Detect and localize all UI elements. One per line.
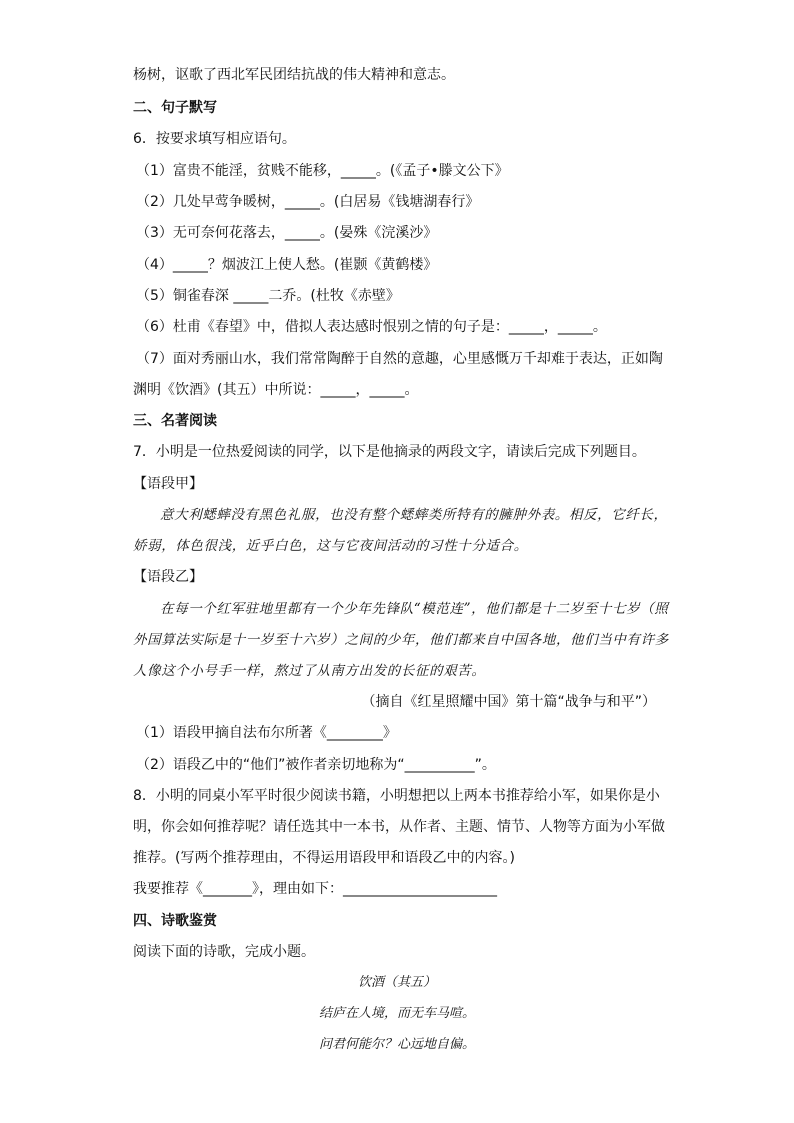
passage-b-line-1: 在每一个红军驻地里都有一个少年先锋队“模范连”，他们都是十二岁至十七岁（照 <box>160 601 669 617</box>
question-6-stem: 6．按要求填写相应语句。 <box>133 131 296 147</box>
passage-a-line-1: 意大利蟋蟀没有黑色礼服，也没有整个蟋蟀类所特有的臃肿外表。相反，它纤长， <box>160 507 668 523</box>
question-8-answer-line: 我要推荐《_______》，理由如下：______________________ <box>133 881 497 897</box>
passage-a-label: 【语段甲】 <box>133 476 203 492</box>
poem-title: 饮酒（其五） <box>357 975 436 990</box>
question-7-item-2: （2）语段乙中的“他们”被作者亲切地称为“__________”。 <box>136 757 496 773</box>
question-6-item-6: （6）杜甫《春望》中，借拟人表达感时恨别之情的句子是：_____，_____。 <box>136 319 607 335</box>
question-6-item-1: （1）富贵不能淫，贫贱不能移，_____。(《孟子•滕文公下》 <box>136 163 509 179</box>
question-6-item-7-line-1: （7）面对秀丽山水，我们常常陶醉于自然的意趣，心里感慨万千却难于表达，正如陶 <box>136 351 663 367</box>
question-8-line-1: 8．小明的同桌小军平时很少阅读书籍，小明想把以上两本书推荐给小军，如果你是小 <box>133 788 660 804</box>
passage-b-line-3: 人像这个小号手一样，熬过了从南方出发的长征的艰苦。 <box>133 663 486 679</box>
section-heading-sentence-dictation: 二、句子默写 <box>133 100 217 116</box>
poem-line-2: 问君何能尔？心远地自偏。 <box>318 1037 475 1052</box>
question-8-line-3: 推荐。(写两个推荐理由，不得运用语段甲和语段乙中的内容。) <box>133 850 515 866</box>
question-6-item-7-line-2: 渊明《饮酒》(其五）中所说：_____，_____。 <box>133 382 419 398</box>
intro-continuation: 杨树，讴歌了西北军民团结抗战的伟大精神和意志。 <box>133 67 455 83</box>
question-8-line-2: 明，你会如何推荐呢？请任选其中一本书，从作者、主题、情节、人物等方面为小军做 <box>133 819 665 835</box>
passage-b-line-2: 外国算法实际是十一岁至十六岁）之间的少年，他们都来自中国各地，他们当中有许多 <box>133 632 669 648</box>
question-7-stem: 7．小明是一位热爱阅读的同学，以下是他摘录的两段文字，请读后完成下列题目。 <box>133 444 646 460</box>
passage-b-label: 【语段乙】 <box>133 569 203 585</box>
poetry-intro: 阅读下面的诗歌，完成小题。 <box>133 944 315 960</box>
question-6-item-5: （5）铜雀春深 _____二乔。(杜牧《赤壁》 <box>136 288 400 304</box>
question-6-item-4: （4）_____？烟波江上使人愁。(崔颢《黄鹤楼》 <box>136 257 438 273</box>
passage-a-line-2: 娇弱，体色很浅，近乎白色，这与它夜间活动的习性十分适合。 <box>133 538 528 554</box>
question-7-item-1: （1）语段甲摘自法布尔所著《________》 <box>136 725 397 741</box>
section-heading-poetry-appreciation: 四、诗歌鉴赏 <box>133 913 217 929</box>
poem-line-1: 结庐在人境，而无车马喧。 <box>318 1006 475 1021</box>
question-6-item-3: （3）无可奈何花落去，_____。(晏殊《浣溪沙》 <box>136 225 438 241</box>
passage-b-source: （摘自《红星照耀中国》第十篇“战争与和平”） <box>361 694 656 710</box>
section-heading-classics-reading: 三、名著阅读 <box>133 413 217 429</box>
question-6-item-2: （2）几处早莺争暖树，_____。(白居易《钱塘湖春行》 <box>136 194 480 210</box>
